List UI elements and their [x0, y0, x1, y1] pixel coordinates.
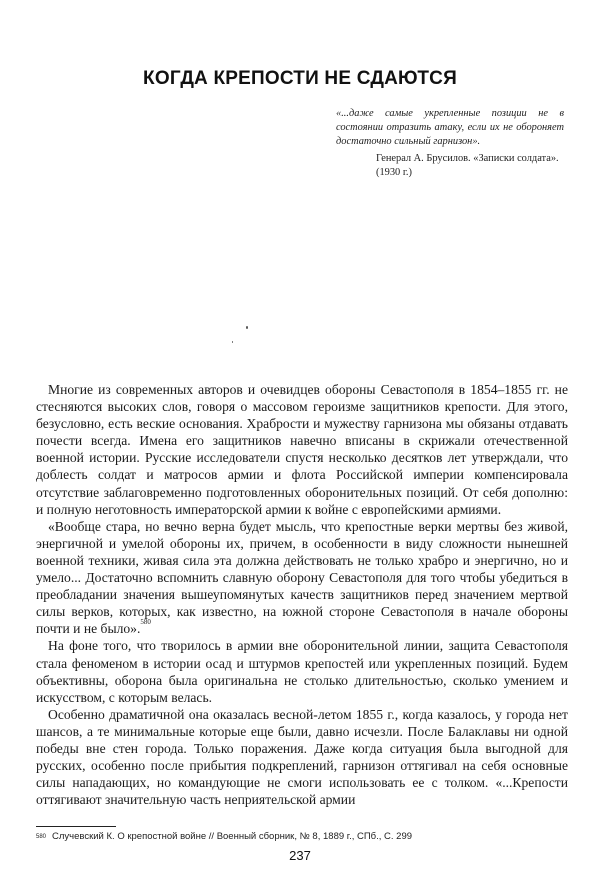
page-number: 237 — [289, 848, 311, 863]
paragraph: Особенно драматичной она оказалась весной-летом 1855 г., когда казалось, у города нет шансов, а те минимальные которые еще были, давно исчезли. После Балаклавы ни одной победы вне стен города. Только поражения. Даже когда ситуация была выгодной для русских, особенно после прибытия подкреплений, гарнизон оттягивал на себя основные силы нападающих, но командующие не смоги использовать ее с толком. «...Крепости оттягивают значительную часть неприятельской армии — [36, 706, 568, 808]
epigraph-year: (1930 г.) — [376, 167, 412, 178]
footnote-text: Случевский К. О крепостной войне // Военный сборник, № 8, 1889 г., СПб., С. 299 — [52, 831, 413, 842]
epigraph-source — [376, 152, 566, 180]
paragraph: Многие из современных авторов и очевидцев обороны Севастополя в 1854–1855 гг. не стесняются высоких слов, говоря о массовом героизме защитников крепости. Для этого, безусловно, есть веские основания. Храбрости и мужеству гарнизона мы обязаны отдавать почести всегда. Имена его защитников навечно вписаны в скрижали отечественной военной истории. Русские исследователи спустя несколько десятков лет утверждали, что доблесть солдат и матросов армии и флота Российской империи компенсировала отсутствие заблаговременно подготовленных оборонительных позиций. От себя дополню: и полную неготовность императорской армии к войне с европейскими армиями. — [36, 382, 568, 517]
paragraph-quote — [36, 518, 568, 638]
footnote-divider — [36, 826, 116, 827]
footnote-reference: 580 — [140, 618, 151, 627]
footnote — [36, 831, 568, 843]
epigraph-quote: «...даже самые укрепленные позиции не в состоянии отразить атаку, если их не обороняет достаточно сильный гарнизон». — [336, 108, 564, 147]
chapter-title: КОГДА КРЕПОСТИ НЕ СДАЮТСЯ — [143, 68, 457, 89]
body-text — [36, 381, 568, 808]
footnote-number: 580 — [36, 834, 47, 840]
paragraph-quote-text: «Вообще стара, но вечно верна будет мысль, что крепостные верки мертвы без живой, энергичной и умелой обороны их, причем, в особенности в виду сложности нынешней военной техники, живая сила эта должна действовать не только храбро и энергично, но и умело... Достаточно вспомнить славную оборону Севастополя для того чтобы убедиться в преобладании значения вышеупомянутых качеств защитников перед значением мертвой силы верков, которых, как известно, на южной стороне Севастополя в начале обороны почти и не было». — [36, 518, 568, 637]
epigraph-author: Генерал А. Брусилов. «Записки солдата». — [376, 153, 559, 164]
paragraph: На фоне того, что творилось в армии вне оборонительной линии, защита Севастополя стала феноменом в истории осад и штурмов крепостей или укрепленных позиций. Будем объективны, оборона была оригинальна не столько длительностью, сколько умением и искусством, с которым велась. — [36, 638, 568, 705]
